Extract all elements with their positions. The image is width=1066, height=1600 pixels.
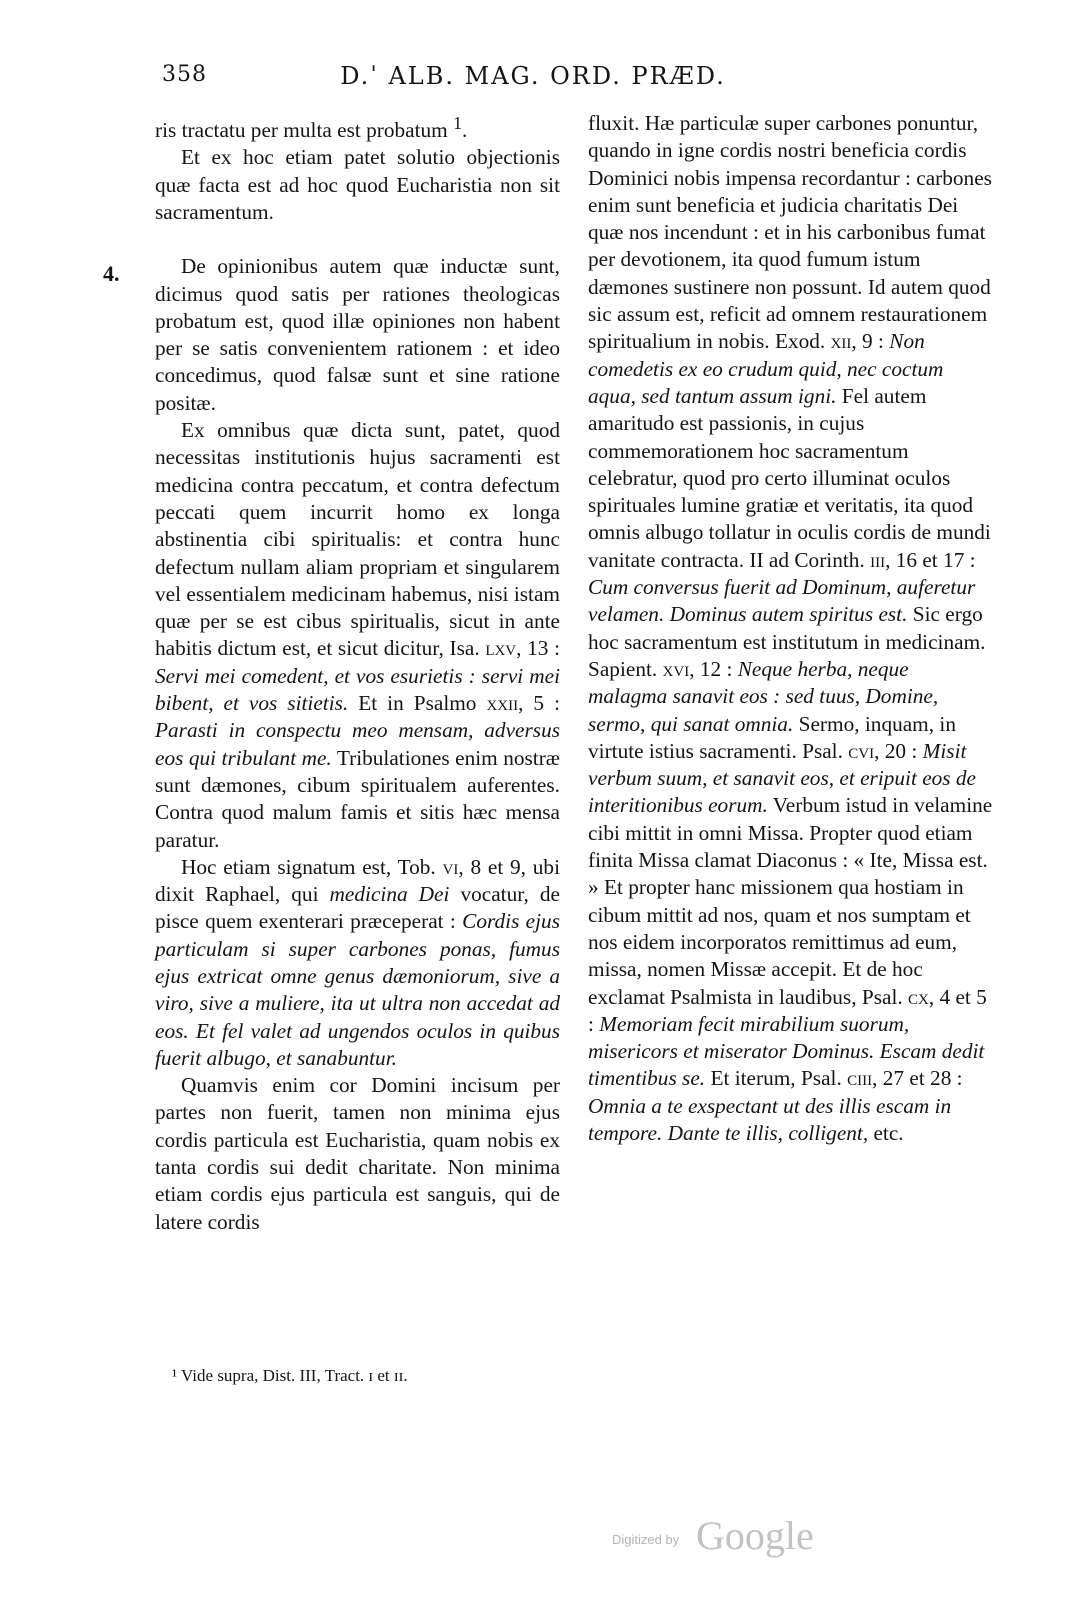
paragraph: Ex omnibus quæ dicta sunt, patet, quod necessitas institutionis hujus sacramenti est medicina contra peccatum, et contra defectum peccati quem incurrit homo ex longa abstinentia cibi spiritualis: et contra hunc defectum nullam aliam propriam et singularem vel essentialem medicinam habemus, nisi istam quæ per se est cibus spiritualis, sicut in ante habitis dictum est, et sicut dicitur, Isa. lxv, 13 : Servi mei comedent, et vos esurietis : servi mei bibent, et vos sitietis. Et in Psalmo xxii, 5 : Parasti in conspectu meo mensam, adversus eos qui tribulant me. Tribulationes enim nostræ sunt dæmones, cibum spiritualem auferentes. Contra quod malum famis et sitis hæc mensa paratur. [155,418,560,852]
paragraph: Hoc etiam signatum est, Tob. vi, 8 et 9, ubi dixit Raphael, qui medicina Dei vocatur, de pisce quem exenterari præceperat : Cordis ejus particulam si super carbones ponas, fumus ejus extricat omne genus dæmoniorum, sive a viro, sive a muliere, ita ut ultra non accedat ad eos. Et fel valet ad ungendos oculos in quibus fuerit albugo, et sanabuntur. [155,854,560,1070]
paragraph: Quamvis enim cor Domini incisum per partes non fuerit, tamen non minima ejus cordis particula est Eucharistia, quam nobis ex tanta cordis sui dedit charitate. Non minima etiam cordis ejus particula est sanguis, qui de latere cordis [155,1073,560,1234]
right-column [588,110,993,1147]
section-number: 4. [103,261,120,286]
paragraph: ris tractatu per multa est probatum $^1$. [155,113,468,143]
footnote: ¹ Vide supra, Dist. III, Tract. ɪ et ɪɪ. [172,1366,408,1385]
paragraph: De opinionibus autem quæ inductæ sunt, dicimus quod satis per rationes theologicas probatum est, quod illæ opiniones non habent per se satis convenientem rationem : et ideo concedimus, quod falsæ sunt et sine ratione positæ. [155,254,560,415]
page-header [0,62,1066,96]
left-column [155,110,560,1236]
google-logo: Google [696,1513,814,1558]
page-number: 358 [162,62,207,87]
paragraph: fluxit. Hæ particulæ super carbones ponuntur, quando in igne cordis nostri beneficia cordis Dominici nobis impensa recordantur : carbones enim sunt beneficia et judicia charitatis Dei quæ nos incendunt : et in his carbonibus fumat per devotionem, ita quod fumum istum dæmones sustinere non possunt. Id autem quod sic assum est, reficit ad omnem restaurationem spiritualium in nobis. Exod. xii, 9 : Non comedetis ex eo crudum quid, nec coctum aqua, sed tantum assum igni. Fel autem amaritudo est passionis, in cujus commemorationem hoc sacramentum celebratur, quod pro certo illuminat oculos spirituales lumine gratiæ et veritatis, ita quod omnis albugo tollatur in oculis cordis de mundi vanitate contracta. II ad Corinth. iii, 16 et 17 : Cum conversus fuerit ad Dominum, auferetur velamen. Dominus autem spiritus est. Sic ergo hoc sacramentum est institutum in medicinam. Sapient. xvi, 12 : Neque herba, neque malagma sanavit eos : sed tuus, Domine, sermo, qui sanat omnia. Sermo, inquam, in virtute istius sacramenti. Psal. cvi, 20 : Misit verbum suum, et sanavit eos, et eripuit eos de interitionibus eorum. Verbum istud in velamine cibi mittit in omni Missa. Propter quod etiam finita Missa clamat Diaconus : « Ite, Missa est. » Et propter hanc missionem qua hostiam in cibum mittit ad nos, quam et nos sumptam et nos eidem incorporatos remittimus ad eum, missa, nomen Missæ accepit. Et de hoc exclamat Psalmista in laudibus, Psal. cx, 4 et 5 : Memoriam fecit mirabilium suorum, misericors et miserator Dominus. Escam dedit timentibus se. Et iterum, Psal. ciii, 27 et 28 : Omnia a te exspectant ut des illis escam in tempore. Dante te illis, colligent, etc. [588,111,993,1145]
paragraph: Et ex hoc etiam patet solutio objectionis quæ facta est ad hoc quod Eucharistia non sit sacramentum. [155,145,560,224]
running-head: D.ˈ ALB. MAG. ORD. PRÆD. [340,62,726,90]
watermark-digitized-by: Digitized by [612,1532,680,1547]
